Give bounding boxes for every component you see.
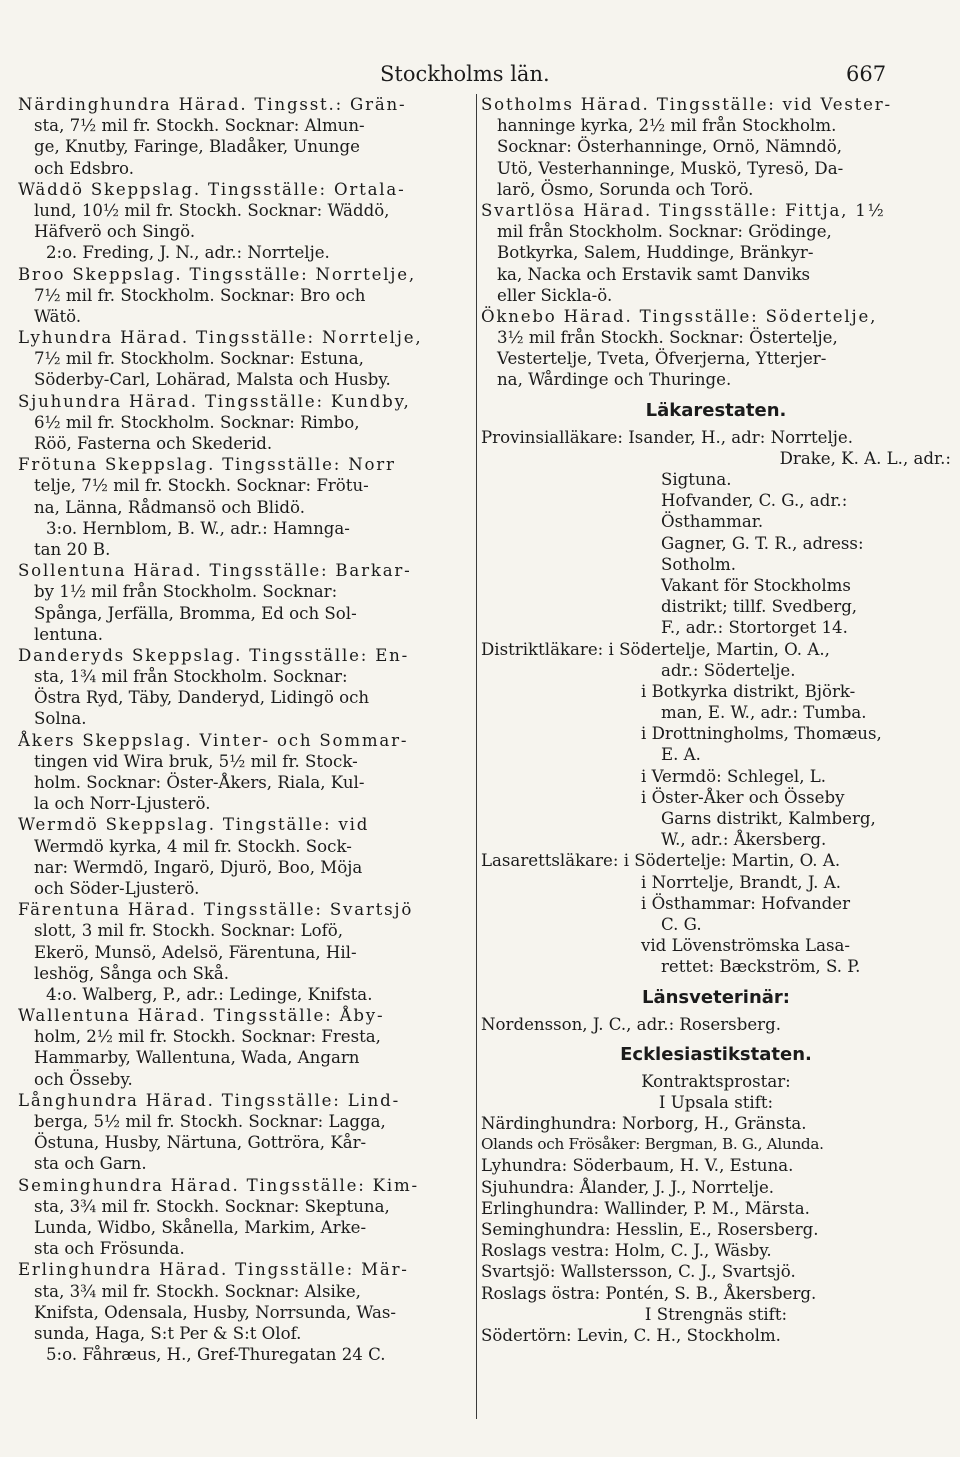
text-line: Danderyds Skeppslag. Tingsställe: En- [18,645,410,665]
text-line: Sotholms Härad. Tingsställe: vid Vester- [481,95,892,114]
text-line: Socknar: Österhanninge, Ornö, Nämndö, [497,137,843,157]
text-line: leshög, Sånga och Skå. [34,963,230,983]
text-line: Åkers Skeppslag. Vinter- och Sommar- [18,730,409,750]
text-line: Seminghundra Härad. Tingsställe: Kim- [18,1175,419,1195]
text-line: och Össeby. [34,1069,133,1089]
text-line: Närdinghundra Härad. Tingsst.: Grän- [18,95,407,114]
text-line: eller Sickla-ö. [497,285,613,305]
text-line: Lyhundra Härad. Tingsställe: Norrtelje, [18,328,423,348]
text-line: 2:o. Freding, J. N., adr.: Norrtelje. [46,243,330,263]
text-line: Östra Ryd, Täby, Danderyd, Lidingö och [34,688,370,708]
text-line: i Norrtelje, Brandt, J. A. [641,872,841,892]
text-line: Distriktläkare: i Södertelje, Martin, O. A., [481,639,830,659]
text-line: tan 20 B. [34,539,111,559]
text-line: sta, 3¾ mil fr. Stockh. Socknar: Skeptuna, [34,1196,390,1216]
text-line: sunda, Haga, S:t Per & S:t Olof. [34,1323,302,1343]
text-line: Öknebo Härad. Tingsställe: Södertelje, [481,306,878,326]
text-line: Erlinghundra Härad. Tingsställe: Mär- [18,1260,409,1280]
text-line: Utö, Vesterhanninge, Muskö, Tyresö, Da- [497,158,844,178]
text-line: F., adr.: Stortorget 14. [661,618,848,638]
text-line: Frötuna Skeppslag. Tingsställe: Norr [18,455,396,475]
text-line: Garns distrikt, Kalmberg, [661,809,876,828]
text-line: Spånga, Jerfälla, Bromma, Ed och Sol- [34,603,357,623]
text-line: Lasarettsläkare: i Södertelje: Martin, O. A. [481,851,841,871]
text-line: Erlinghundra: Wallinder, P. M., Märsta. [481,1198,810,1218]
text-line: Provinsialläkare: Isander, H., adr: Norrtelje. [481,427,854,447]
text-line: Södertörn: Levin, C. H., Stockholm. [481,1325,781,1345]
text-line: ka, Nacka och Erstavik samt Danviks [497,264,811,284]
text-line: Sigtuna. [661,470,732,489]
text-line: Gagner, G. T. R., adress: [661,533,864,553]
text-line: E. A. [661,745,701,765]
text-line: Ekerö, Munsö, Adelsö, Färentuna, Hil- [34,942,357,962]
text-line: Lyhundra: Söderbaum, H. V., Estuna. [481,1156,794,1176]
text-line: 5:o. Fåhræus, H., Gref-Thuregatan 24 C. [46,1345,386,1365]
text-line: Solna. [34,709,87,729]
text-line: slott, 3 mil fr. Stockh. Socknar: Lofö, [34,921,344,941]
text-line: Wermdö Skeppslag. Tingställe: vid [18,815,370,835]
text-line: Söderby-Carl, Lohärad, Malsta och Husby. [34,370,391,390]
text-line: och Edsbro. [34,158,135,178]
column-divider [476,94,477,1419]
section-heading-ecklesiastikstaten: Ecklesiastikstaten. [620,1043,812,1065]
text-line: Närdinghundra: Norborg, H., Gränsta. [481,1114,807,1134]
text-line: i Botkyrka distrikt, Björk- [641,681,856,701]
text-line: Häfverö och Singö. [34,222,196,242]
text-line: 3:o. Hernblom, B. W., adr.: Hamnga- [46,518,350,538]
text-line: och Söder-Ljusterö. [34,878,200,898]
text-line: ge, Knutby, Faringe, Bladåker, Ununge [34,137,360,157]
text-line: na, Länna, Rådmansö och Blidö. [34,497,305,517]
text-line: holm, 2½ mil fr. Stockh. Socknar: Fresta, [34,1027,381,1047]
text-line: Vakant för Stockholms [661,575,851,595]
text-line: mil från Stockholm. Socknar: Grödinge, [497,222,832,242]
text-line: i Vermdö: Schlegel, L. [641,766,827,786]
text-line: Vestertelje, Tveta, Öfverjerna, Ytterjer- [497,349,827,369]
text-line: Drake, K. A. L., adr.: [779,448,951,468]
text-line: sta, 7½ mil fr. Stockh. Socknar: Almun- [34,116,365,136]
text-line: I Upsala stift: [658,1092,774,1112]
text-line: Svartlösa Härad. Tingsställe: Fittja, 1½ [481,200,886,220]
text-line: Sjuhundra Härad. Tingsställe: Kundby, [18,391,411,411]
text-line: Wätö. [34,306,82,326]
text-line: i Östhammar: Hofvander [641,893,851,913]
text-line: I Strengnäs stift: [644,1304,788,1324]
text-line: Roslags vestra: Holm, C. J., Wäsby. [481,1241,772,1261]
text-line: Botkyrka, Salem, Huddinge, Bränkyr- [497,243,814,263]
text-line: sta, 1¾ mil från Stockholm. Socknar: [34,667,348,687]
text-line: sta och Garn. [34,1154,147,1174]
text-line: sta, 3¾ mil fr. Stockh. Socknar: Alsike, [34,1281,361,1301]
text-line: man, E. W., adr.: Tumba. [661,703,867,723]
text-line: Röö, Fasterna och Skederid. [34,434,273,453]
text-line: Broo Skeppslag. Tingsställe: Norrtelje, [18,264,416,284]
text-line: Östhammar. [661,512,764,532]
text-line: na, Wårdinge och Thuringe. [497,370,732,390]
text-line: distrikt; tillf. Svedberg, [661,597,858,617]
text-line: Wallentuna Härad. Tingsställe: Åby- [18,1006,385,1026]
running-title: Stockholms län. [380,62,550,86]
text-line: larö, Ösmo, Sorunda och Torö. [497,179,754,199]
text-line: Svartsjö: Wallstersson, C. J., Svartsjö. [481,1262,796,1282]
text-line: lund, 10½ mil fr. Stockh. Socknar: Wäddö, [34,200,390,220]
text-line: vid Lövenströmska Lasa- [641,936,850,956]
text-line: Färentuna Härad. Tingsställe: Svartsjö [18,900,414,920]
text-line: 3½ mil från Stockh. Socknar: Östertelje, [497,328,838,348]
text-line: berga, 5½ mil fr. Stockh. Socknar: Lagga, [34,1112,386,1131]
text-line: Hammarby, Wallentuna, Wada, Angarn [34,1048,360,1068]
text-line: i Öster-Åker och Össeby [641,787,845,807]
text-line: hanninge kyrka, 2½ mil från Stockholm. [497,116,837,136]
page-header [0,62,960,92]
text-line: nar: Wermdö, Ingarö, Djurö, Boo, Möja [34,857,363,877]
text-line: tingen vid Wira bruk, 5½ mil fr. Stock- [34,751,358,771]
text-line: 7½ mil fr. Stockholm. Socknar: Estuna, [34,349,364,369]
text-line: Kontraktsprostar: [641,1071,791,1091]
left-column [18,94,472,1365]
text-line: 6½ mil fr. Stockholm. Socknar: Rimbo, [34,412,360,432]
text-line: 7½ mil fr. Stockholm. Socknar: Bro och [34,285,366,305]
text-line: Sollentuna Härad. Tingsställe: Barkar- [18,561,412,581]
text-line: C. G. [661,914,702,934]
text-line: Knifsta, Odensala, Husby, Norrsunda, Was- [34,1302,397,1322]
section-heading-lakarestaten: Läkarestaten. [645,399,787,421]
page-number: 667 [846,62,887,86]
text-line: Sotholm. [661,554,737,574]
text-line: telje, 7½ mil fr. Stockh. Socknar: Frötu- [34,476,369,496]
text-line: Wäddö Skeppslag. Tingsställe: Ortala- [18,179,406,199]
text-line: Seminghundra: Hesslin, E., Rosersberg. [481,1220,819,1239]
text-line: W., adr.: Åkersberg. [661,830,827,850]
text-line: Roslags östra: Pontén, S. B., Åkersberg. [481,1283,817,1303]
text-line: Hofvander, C. G., adr.: [661,491,848,511]
text-line: Östuna, Husby, Närtuna, Gottröra, Kår- [34,1133,367,1153]
text-line: sta och Frösunda. [34,1239,185,1259]
text-line: lentuna. [34,624,104,644]
text-line: 4:o. Walberg, P., adr.: Ledinge, Knifsta. [46,984,373,1004]
right-column [481,94,951,1346]
text-line: Wermdö kyrka, 4 mil fr. Stockh. Sock- [34,836,352,856]
text-line: Nordensson, J. C., adr.: Rosersberg. [481,1014,781,1034]
text-line: Lunda, Widbo, Skånella, Markim, Arke- [34,1217,367,1237]
text-line: by 1½ mil från Stockholm. Socknar: [34,582,338,602]
text-line: rettet: Bæckström, S. P. [661,957,861,977]
text-line: la och Norr-Ljusterö. [34,794,211,814]
text-line: Långhundra Härad. Tingsställe: Lind- [18,1090,400,1110]
text-line: Olands och Frösåker: Bergman, B. G., Alunda. [481,1135,824,1154]
section-heading-lansveterinar: Länsveterinär: [642,986,790,1008]
text-line: holm. Socknar: Öster-Åkers, Riala, Kul- [34,773,365,792]
text-line: i Drottningholms, Thomæus, [641,724,882,744]
text-line: Sjuhundra: Ålander, J. J., Norrtelje. [481,1177,775,1197]
text-line: adr.: Södertelje. [661,660,796,680]
